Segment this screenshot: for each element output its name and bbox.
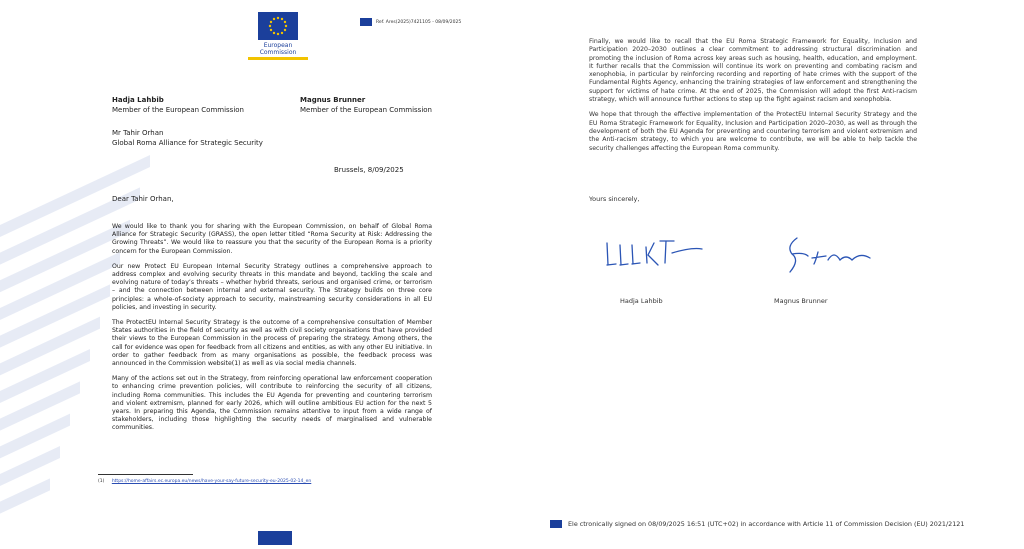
- paragraph: Finally, we would like to recall that the EU Roma Strategic Framework for Equality, Inclusion and Participation 2020–2030 outlines a clear commitment to addressing structural discrimination and promoting the inclusion of Roma across key areas such as housing, health, education, and employment. It further recalls that the Commission will continue its work on preventing and combating racism and xenophobia, in particular by reinforcing recording and reporting of hate crimes with the support of the Fundamental Rights Agency, enhancing the training strategies of law enforcement and strengthening the support for victims of hate crime. At the end of 2025, the Commission will adopt the first Anti-racism strategy, which will announce further actions to step up the fight against racism and xenophobia.: [589, 38, 917, 104]
- addressee-organisation: Global Roma Alliance for Strategic Security: [112, 139, 263, 147]
- footnote-link[interactable]: https://home-affairs.ec.europa.eu/news/have-your-say-future-security-eu-2025-02-14_en: [111, 479, 312, 484]
- signer-2-name: Magnus Brunner: [774, 297, 828, 305]
- letter-body: [112, 223, 432, 440]
- addressee-name: Mr Tahir Orhan: [112, 129, 164, 137]
- letter-page-2: [512, 0, 1024, 549]
- logo-text: European Commission: [259, 42, 297, 56]
- signatory-1-name: Hadja Lahbib: [112, 96, 164, 104]
- letter-body-continued: [589, 38, 917, 160]
- footnote-mark: (1): [98, 479, 105, 484]
- eu-flag-icon: [360, 18, 372, 26]
- footnote: [98, 479, 311, 484]
- closing: Yours sincerely,: [589, 195, 640, 203]
- reference-number: [360, 18, 461, 26]
- electronic-signature-notice: [550, 520, 964, 528]
- eu-flag-icon: [258, 531, 292, 545]
- esign-text: Ele ctronically signed on 08/09/2025 16:51 (UTC+02) in accordance with Article 11 of Commission Decision (EU) 2021/2121: [568, 520, 965, 528]
- signatory-1-title: Member of the European Commission: [112, 106, 244, 114]
- paragraph: Many of the actions set out in the Strategy, from reinforcing operational law enforcement cooperation to enhancing crime prevention policies, will contribute to reinforcing the security of all citizens, including Roma communities. This includes the EU Agenda for preventing and countering terrorism and violent extremism, planned for early 2026, which will outline ambitious EU action for the next 5 years. In preparing this Agenda, the Commission remains attentive to input from a wide range of stakeholders, including those highlighting the security needs of marginalised and vulnerable communities.: [112, 375, 432, 432]
- logo-underline: [248, 57, 308, 60]
- reference-text: Ref. Ares(2025)7421105 - 08/09/2025: [376, 19, 462, 25]
- addressee-block: [112, 128, 263, 148]
- paragraph: The ProtectEU Internal Security Strategy is the outcome of a comprehensive consultation of Member States authorities in the field of security as well as with civil society organisations that have provided their views to the European Commission in the process of preparing the strategy. Among others, the call for evidence was open for feedback from all citizens and entities, as with any other EU initiative. In order to gather feedback from as many organisations as possible, the feedback process was announced in the Commission website(1) as well as via social media channels.: [112, 319, 432, 368]
- dateline: Brussels, 8/09/2025: [334, 166, 404, 174]
- paragraph: We would like to thank you for sharing with the European Commission, on behalf of Global Roma Alliance for Strategic Security (GRASS), the open letter titled “Roma Security at Risk: Addressing the Growing Threats”. We would like to reassure you that the security of the European Roma is a priority concern for the European Commission.: [112, 223, 432, 255]
- greeting: Dear Tahir Orhan,: [112, 195, 174, 203]
- paragraph: We hope that through the effective implementation of the ProtectEU Internal Security Strategy and the EU Roma Strategic Framework for Equality, Inclusion and Participation 2020–2030, as well as through the development of both the EU Agenda for preventing and countering terrorism and violent extremism and the Anti-racism strategy, to which you are welcome to contribute, we will be able to help tackle the security challenges affecting the European Roma community.: [589, 111, 917, 152]
- signature-2: [782, 230, 877, 279]
- paragraph: Our new Protect EU European Internal Security Strategy outlines a comprehensive approach to address complex and evolving security threats in this mandate and beyond, tackling the scale and evolving nature of today’s threats – whether hybrid threats, serious and organised crime, or terrorism – and the connection between internal and external security. The Strategy builds on three core principles: a whole-of-society approach to security, mainstreaming security considerations in all EU policies, and investing in security.: [112, 262, 432, 311]
- eu-flag-icon: [550, 520, 562, 528]
- european-commission-logo: [242, 12, 314, 60]
- signatory-2-title: Member of the European Commission: [300, 106, 432, 114]
- signatory-1-block: [112, 95, 244, 115]
- signatory-2-name: Magnus Brunner: [300, 96, 366, 104]
- signature-1: [602, 233, 712, 277]
- signer-1-name: Hadja Lahbib: [620, 297, 663, 305]
- eu-flag-icon: [258, 12, 298, 40]
- signatory-2-block: [300, 95, 432, 115]
- footnote-divider: [98, 474, 193, 475]
